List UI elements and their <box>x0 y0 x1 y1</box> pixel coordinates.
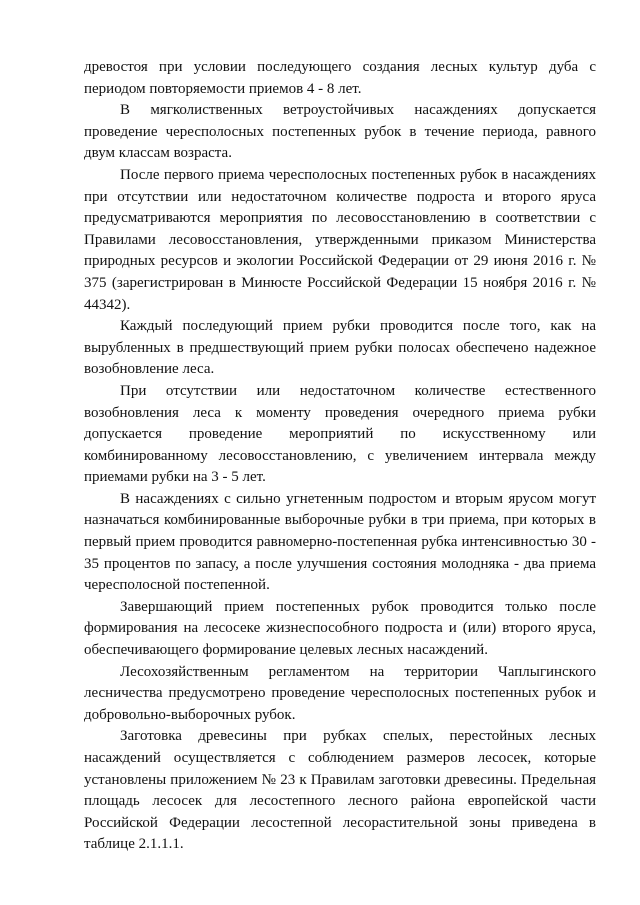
paragraph: После первого приема чересполосных постепенных рубок в насаждениях при отсутствии или недостаточном количестве подроста и второго яруса предусматриваются мероприятия по лесовосстановлению в соответствии с Правилами лесовосстановления, утвержденными приказом Министерства природных ресурсов и экологии Российской Федерации от 29 июня 2016 г. № 375 (зарегистрирован в Минюсте Российской Федерации 15 ноября 2016 г. № 44342). <box>84 166 596 313</box>
paragraph: В насаждениях с сильно угнетенным подростом и вторым ярусом могут назначаться комбинированные выборочные рубки в три приема, при которых в первый прием проводится равномерно-постепенная рубка интенсивностью 30 - 35 процентов по запасу, а после улучшения состояния молодняка - два приема чересполосной постепенной. <box>84 490 596 594</box>
paragraph: В мягколиственных ветроустойчивых насаждениях допускается проведение чересполосных постепенных рубок в течение периода, равного двум классам возраста. <box>84 102 596 162</box>
paragraph: При отсутствии или недостаточном количестве естественного возобновления леса к моменту проведения очередного приема рубки допускается проведение мероприятий по искусственному или комбинированному лесовосстановлению, с увеличением интервала между приемами рубки на 3 - 5 лет. <box>84 382 596 486</box>
paragraph: Завершающий прием постепенных рубок проводится только после формирования на лесосеке жизнеспособного подроста и (или) второго яруса, обеспечивающего формирование целевых лесных насаждений. <box>84 598 596 659</box>
paragraph: Каждый последующий прием рубки проводится после того, как на вырубленных в предшествующий прием рубки полосах обеспечено надежное возобновление леса. <box>84 318 596 378</box>
paragraph: Лесохозяйственным регламентом на территории Чаплыгинского лесничества предусмотрено проведение чересполосных постепенных рубок и добровольно-выборочных рубок. <box>84 663 596 723</box>
paragraph-continuation: древостоя при условии последующего создания лесных культур дуба с периодом повторяемости приемов 4 - 8 лет. <box>84 59 596 97</box>
paragraph: Заготовка древесины при рубках спелых, перестойных лесных насаждений осуществляется с соблюдением размеров лесосек, которые установлены приложением № 23 к Правилам заготовки древесины. Предельная площадь лесосек для лесостепного лесного района европейской части Российской Федерации лесостепной лесорастительной зоны приведена в таблице 2.1.1.1. <box>84 728 596 853</box>
document-page <box>84 57 596 856</box>
